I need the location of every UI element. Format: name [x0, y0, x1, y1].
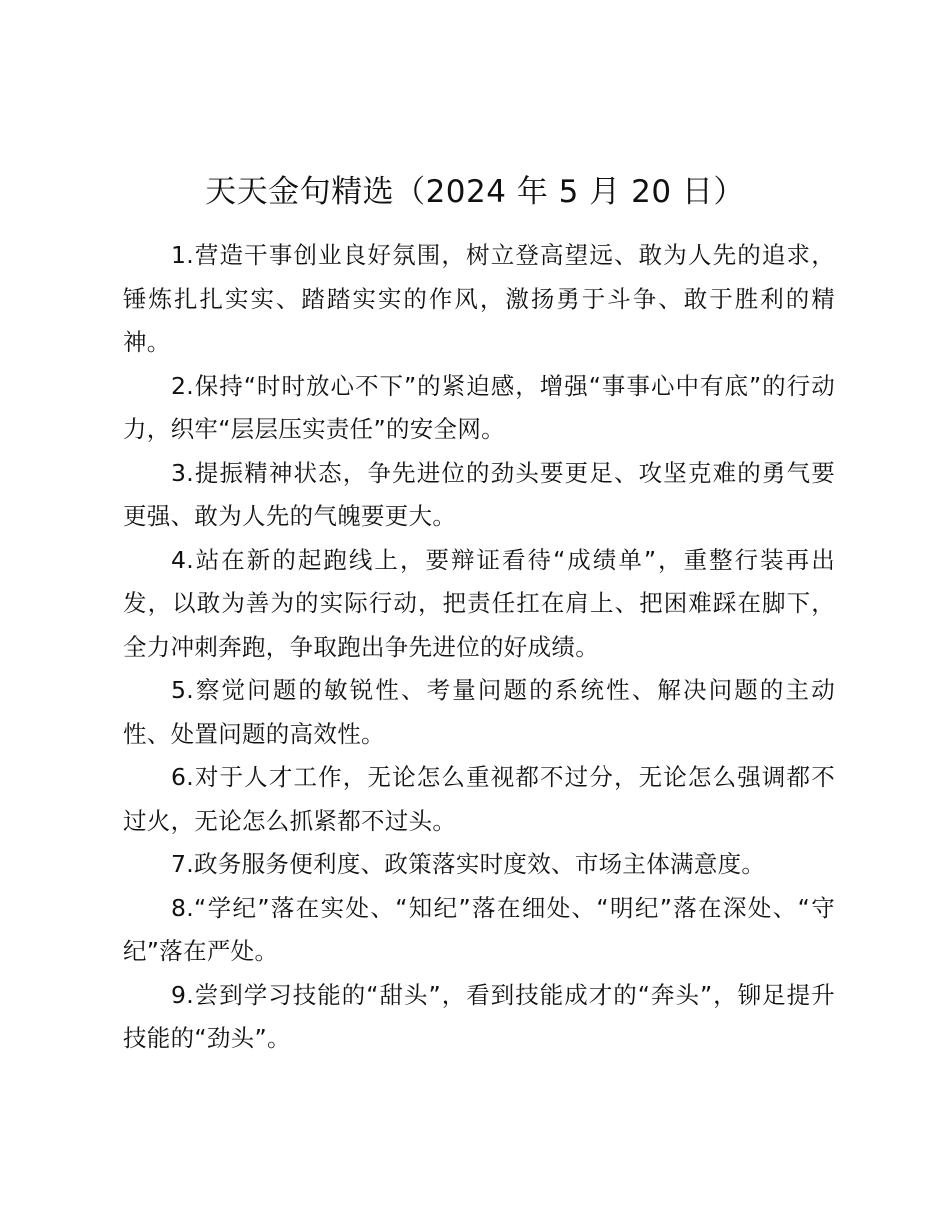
- paragraph-6: 6.对于人才工作，无论怎么重视都不过分，无论怎么强调都不过火，无论怎么抓紧都不过头。: [123, 763, 835, 835]
- document-title: 天天金句精选（2024 年 5 月 20 日）: [205, 174, 745, 210]
- document-body: [123, 234, 835, 1061]
- paragraph-7: 7.政务服务便利度、政策落实时度效、市场主体满意度。: [171, 850, 766, 878]
- paragraph-3: 3.提振精神状态，争先进位的劲头要更足、攻坚克难的勇气要更强、敢为人先的气魄要更大。: [123, 458, 835, 530]
- paragraph-5: 5.察觉问题的敏锐性、考量问题的系统性、解决问题的主动性、处置问题的高效性。: [123, 676, 835, 748]
- paragraph-9: 9.尝到学习技能的“甜头”，看到技能成才的“奔头”，铆足提升技能的“劲头”。: [123, 980, 835, 1052]
- paragraph-2: 2.保持“时时放心不下”的紧迫感，增强“事事心中有底”的行动力，织牢“层层压实责任”的安全网。: [123, 371, 835, 443]
- paragraph-1: 1.营造干事创业良好氛围，树立登高望远、敢为人先的追求，锤炼扎扎实实、踏踏实实的作风，激扬勇于斗争、敢于胜利的精神。: [123, 241, 835, 356]
- paragraph-4: 4.站在新的起跑线上，要辩证看待“成绩单”，重整行装再出发，以敢为善为的实际行动，把责任扛在肩上、把困难踩在脚下，全力冲刺奔跑，争取跑出争先进位的好成绩。: [123, 545, 835, 661]
- paragraph-8: 8.“学纪”落在实处、“知纪”落在细处、“明纪”落在深处、“守纪”落在严处。: [123, 893, 835, 965]
